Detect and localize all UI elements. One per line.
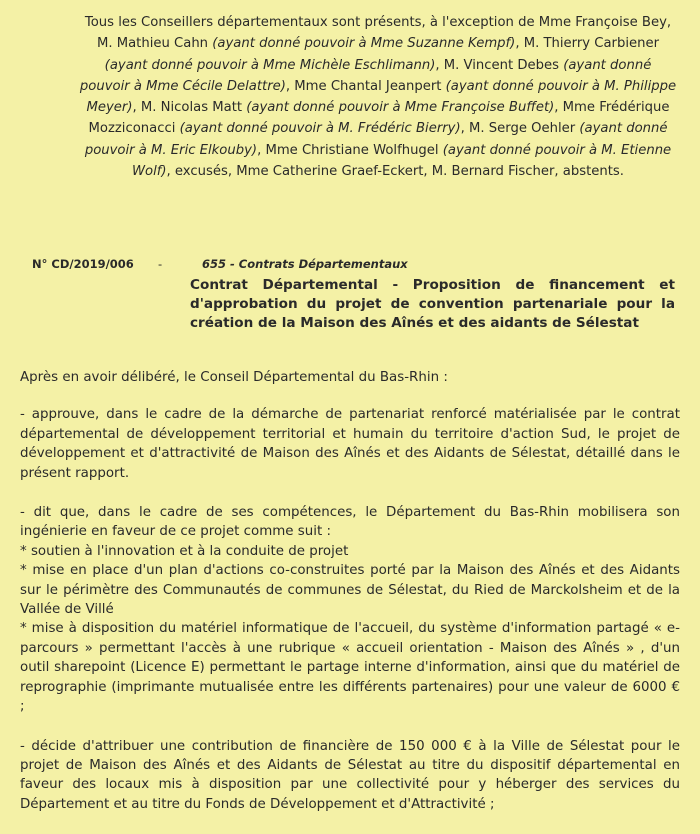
proxy-note: (ayant donné pouvoir à M. Frédéric Bierry) (179, 121, 461, 137)
engineering-line: * mise en place d'un plan d'actions co-construites porté par la Maison des Aînés et des Aidants sur le périmètre des Communautés de communes de Sélestat, du Ried de Marckolsheim et de la Vallée de Villé (20, 563, 680, 618)
attendance-text: Tous les Conseillers départementaux sont présents, à l'exception de Mme Françoise Bey, M. Mathieu Cahn (84, 15, 672, 52)
attendance-text: , M. Vincent Debes (435, 57, 564, 73)
decision-engineering (20, 503, 680, 716)
engineering-line: * soutien à l'innovation et à la conduite de projet (20, 543, 349, 559)
engineering-line: - dit que, dans le cadre de ses compétences, le Département du Bas-Rhin mobilisera son ingénierie en faveur de ce projet comme suit : (20, 505, 680, 540)
engineering-line: * mise à disposition du matériel informatique de l'accueil, du système d'information partagé « e-parcours » permettant l'accès à une rubrique « accueil orientation - Maison des Aînés » , d'un outil sharepoint (Licence E) permettant le partage interne d'information, ainsi que du matériel de reprographie (imprimante mutualisée entre les différents partenaires) pour une valeur de 6000 € ; (20, 621, 680, 715)
proxy-note: (ayant donné pouvoir à M. Philippe Meyer) (86, 78, 677, 116)
attendance-paragraph (78, 12, 678, 182)
attendance-text: , Mme Christiane Wolfhugel (257, 142, 443, 158)
attendance-text: , M. Nicolas Matt (132, 100, 247, 116)
decision-approve: - approuve, dans le cadre de la démarche de partenariat renforcé matérialisée par le contrat départemental de développement territorial et humain du territoire d'action Sud, le projet de développement et d'attractivité de Maison des Aînés et des Aidants de Sélestat, détaillé dans le présent rapport. (20, 407, 680, 481)
proxy-note: (ayant donné pouvoir à Mme Cécile Delattre) (79, 57, 652, 94)
reference-separator: - (158, 257, 163, 271)
proxy-note: (ayant donné pouvoir à Mme Suzanne Kempf) (212, 36, 516, 52)
deliberation-body (20, 368, 680, 834)
budget-chapter: 655 - Contrats Départementaux (202, 257, 408, 271)
proxy-note: (ayant donné pouvoir à M. Etienne Wolf) (131, 142, 672, 180)
intro-sentence: Après en avoir délibéré, le Conseil Départemental du Bas-Rhin : (20, 370, 448, 385)
attendance-text: , M. Serge Oehler (460, 121, 580, 137)
proxy-note: (ayant donné pouvoir à Mme Michèle Eschlimann) (104, 57, 436, 73)
attendance-text: , Mme Frédérique Mozziconacci (88, 100, 670, 137)
deliberation-title: Contrat Départemental - Proposition de financement et d'approbation du projet de convention partenariale pour la création de la Maison des Aînés et des aidants de Sélestat (190, 277, 675, 331)
attendance-text: , M. Thierry Carbiener (515, 36, 660, 52)
deliberation-number: N° CD/2019/006 (32, 257, 134, 271)
attendance-text: , excusés, Mme Catherine Graef-Eckert, M. Bernard Fischer, abstents. (166, 164, 624, 180)
attendance-text: , Mme Chantal Jeanpert (285, 78, 446, 94)
proxy-note: (ayant donné pouvoir à M. Eric Elkouby) (84, 121, 668, 158)
proxy-note: (ayant donné pouvoir à Mme Françoise Buffet) (246, 100, 555, 116)
decision-funding: - décide d'attribuer une contribution de financière de 150 000 € à la Ville de Sélestat pour le projet de Maison des Aînés et des Aidants de Sélestat au titre du dispositif départemental en faveur des locaux mis à disposition par une collectivité pour y héberger des services du Département et au titre du Fonds de Développement et d'Attractivité ; (20, 738, 680, 812)
